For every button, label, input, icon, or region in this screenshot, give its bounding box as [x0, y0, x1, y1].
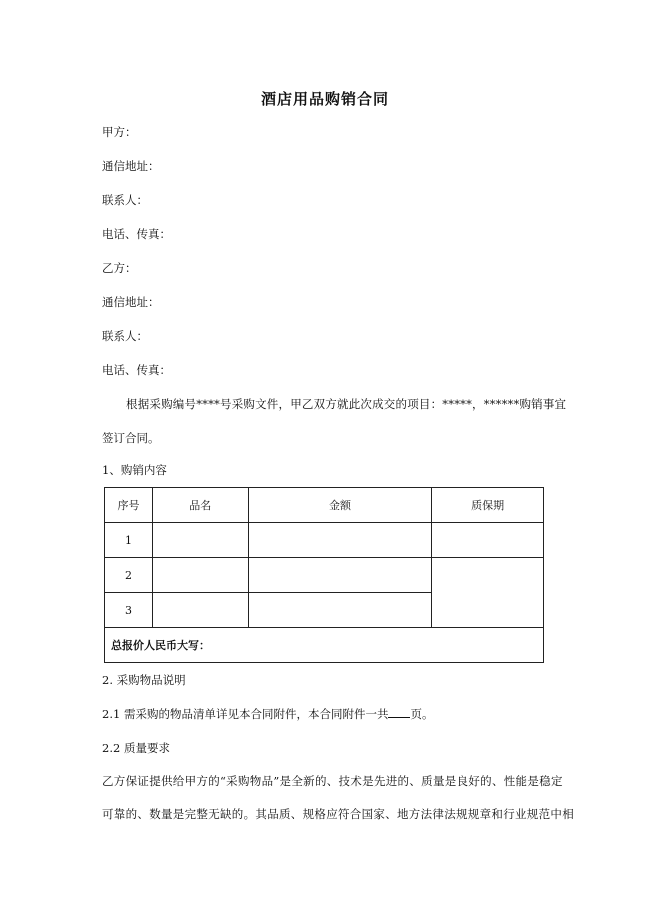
document-title: 酒店用品购销合同 [260, 90, 389, 108]
row-number-cell: 2 [105, 558, 153, 593]
table-row [105, 523, 544, 558]
table-row [105, 558, 544, 593]
row-amount-cell [248, 593, 432, 628]
row-number-cell: 3 [105, 593, 153, 628]
party-a-phone-label: 电话、传真： [102, 227, 171, 241]
row-amount-cell [248, 558, 432, 593]
header-cell-amount: 金额 [248, 488, 432, 523]
section2-1-prefix: 2.1 需采购的物品清单详见本合同附件，本合同附件一共 [102, 707, 389, 721]
row-name-cell [152, 523, 248, 558]
intro-paragraph-line1: 根据采购编号****号采购文件，甲乙双方就此次成交的项目：*****，******购销事宜 [126, 397, 567, 411]
section2-1-suffix: 页。 [410, 707, 434, 721]
section2-1-line [102, 706, 433, 722]
party-b-contact-label: 联系人： [102, 329, 148, 343]
section2-heading: 2. 采购物品说明 [102, 673, 186, 687]
total-price-label: 总报价人民币大写： [105, 628, 544, 663]
header-cell-name: 品名 [152, 488, 248, 523]
party-a-contact-label: 联系人： [102, 193, 148, 207]
items-table [104, 487, 544, 663]
header-cell-warranty: 质保期 [432, 488, 544, 523]
party-b-label: 乙方： [102, 261, 137, 275]
row-name-cell [152, 593, 248, 628]
row-number-cell: 1 [105, 523, 153, 558]
section1-heading: 1、购销内容 [102, 463, 167, 477]
header-cell-no: 序号 [105, 488, 153, 523]
party-a-address-label: 通信地址： [102, 159, 160, 173]
page-count-blank [388, 706, 410, 718]
quality-paragraph-line2: 可靠的、数量是完整无缺的。其品质、规格应符合国家、地方法律法规规章和行业规范中相 [102, 807, 574, 821]
party-a-label: 甲方： [102, 125, 137, 139]
quality-paragraph-line1: 乙方保证提供给甲方的“采购物品”是全新的、技术是先进的、质量是良好的、性能是稳定 [102, 774, 563, 788]
party-b-phone-label: 电话、传真： [102, 363, 171, 377]
table-header-row [105, 488, 544, 523]
section2-2-heading: 2.2 质量要求 [102, 741, 170, 755]
row-name-cell [152, 558, 248, 593]
row-warranty-cell [432, 523, 544, 558]
intro-paragraph-line2: 签订合同。 [102, 431, 160, 445]
party-b-address-label: 通信地址： [102, 295, 160, 309]
row-amount-cell [248, 523, 432, 558]
row-warranty-cell-merged [432, 558, 544, 628]
table-total-row [105, 628, 544, 663]
